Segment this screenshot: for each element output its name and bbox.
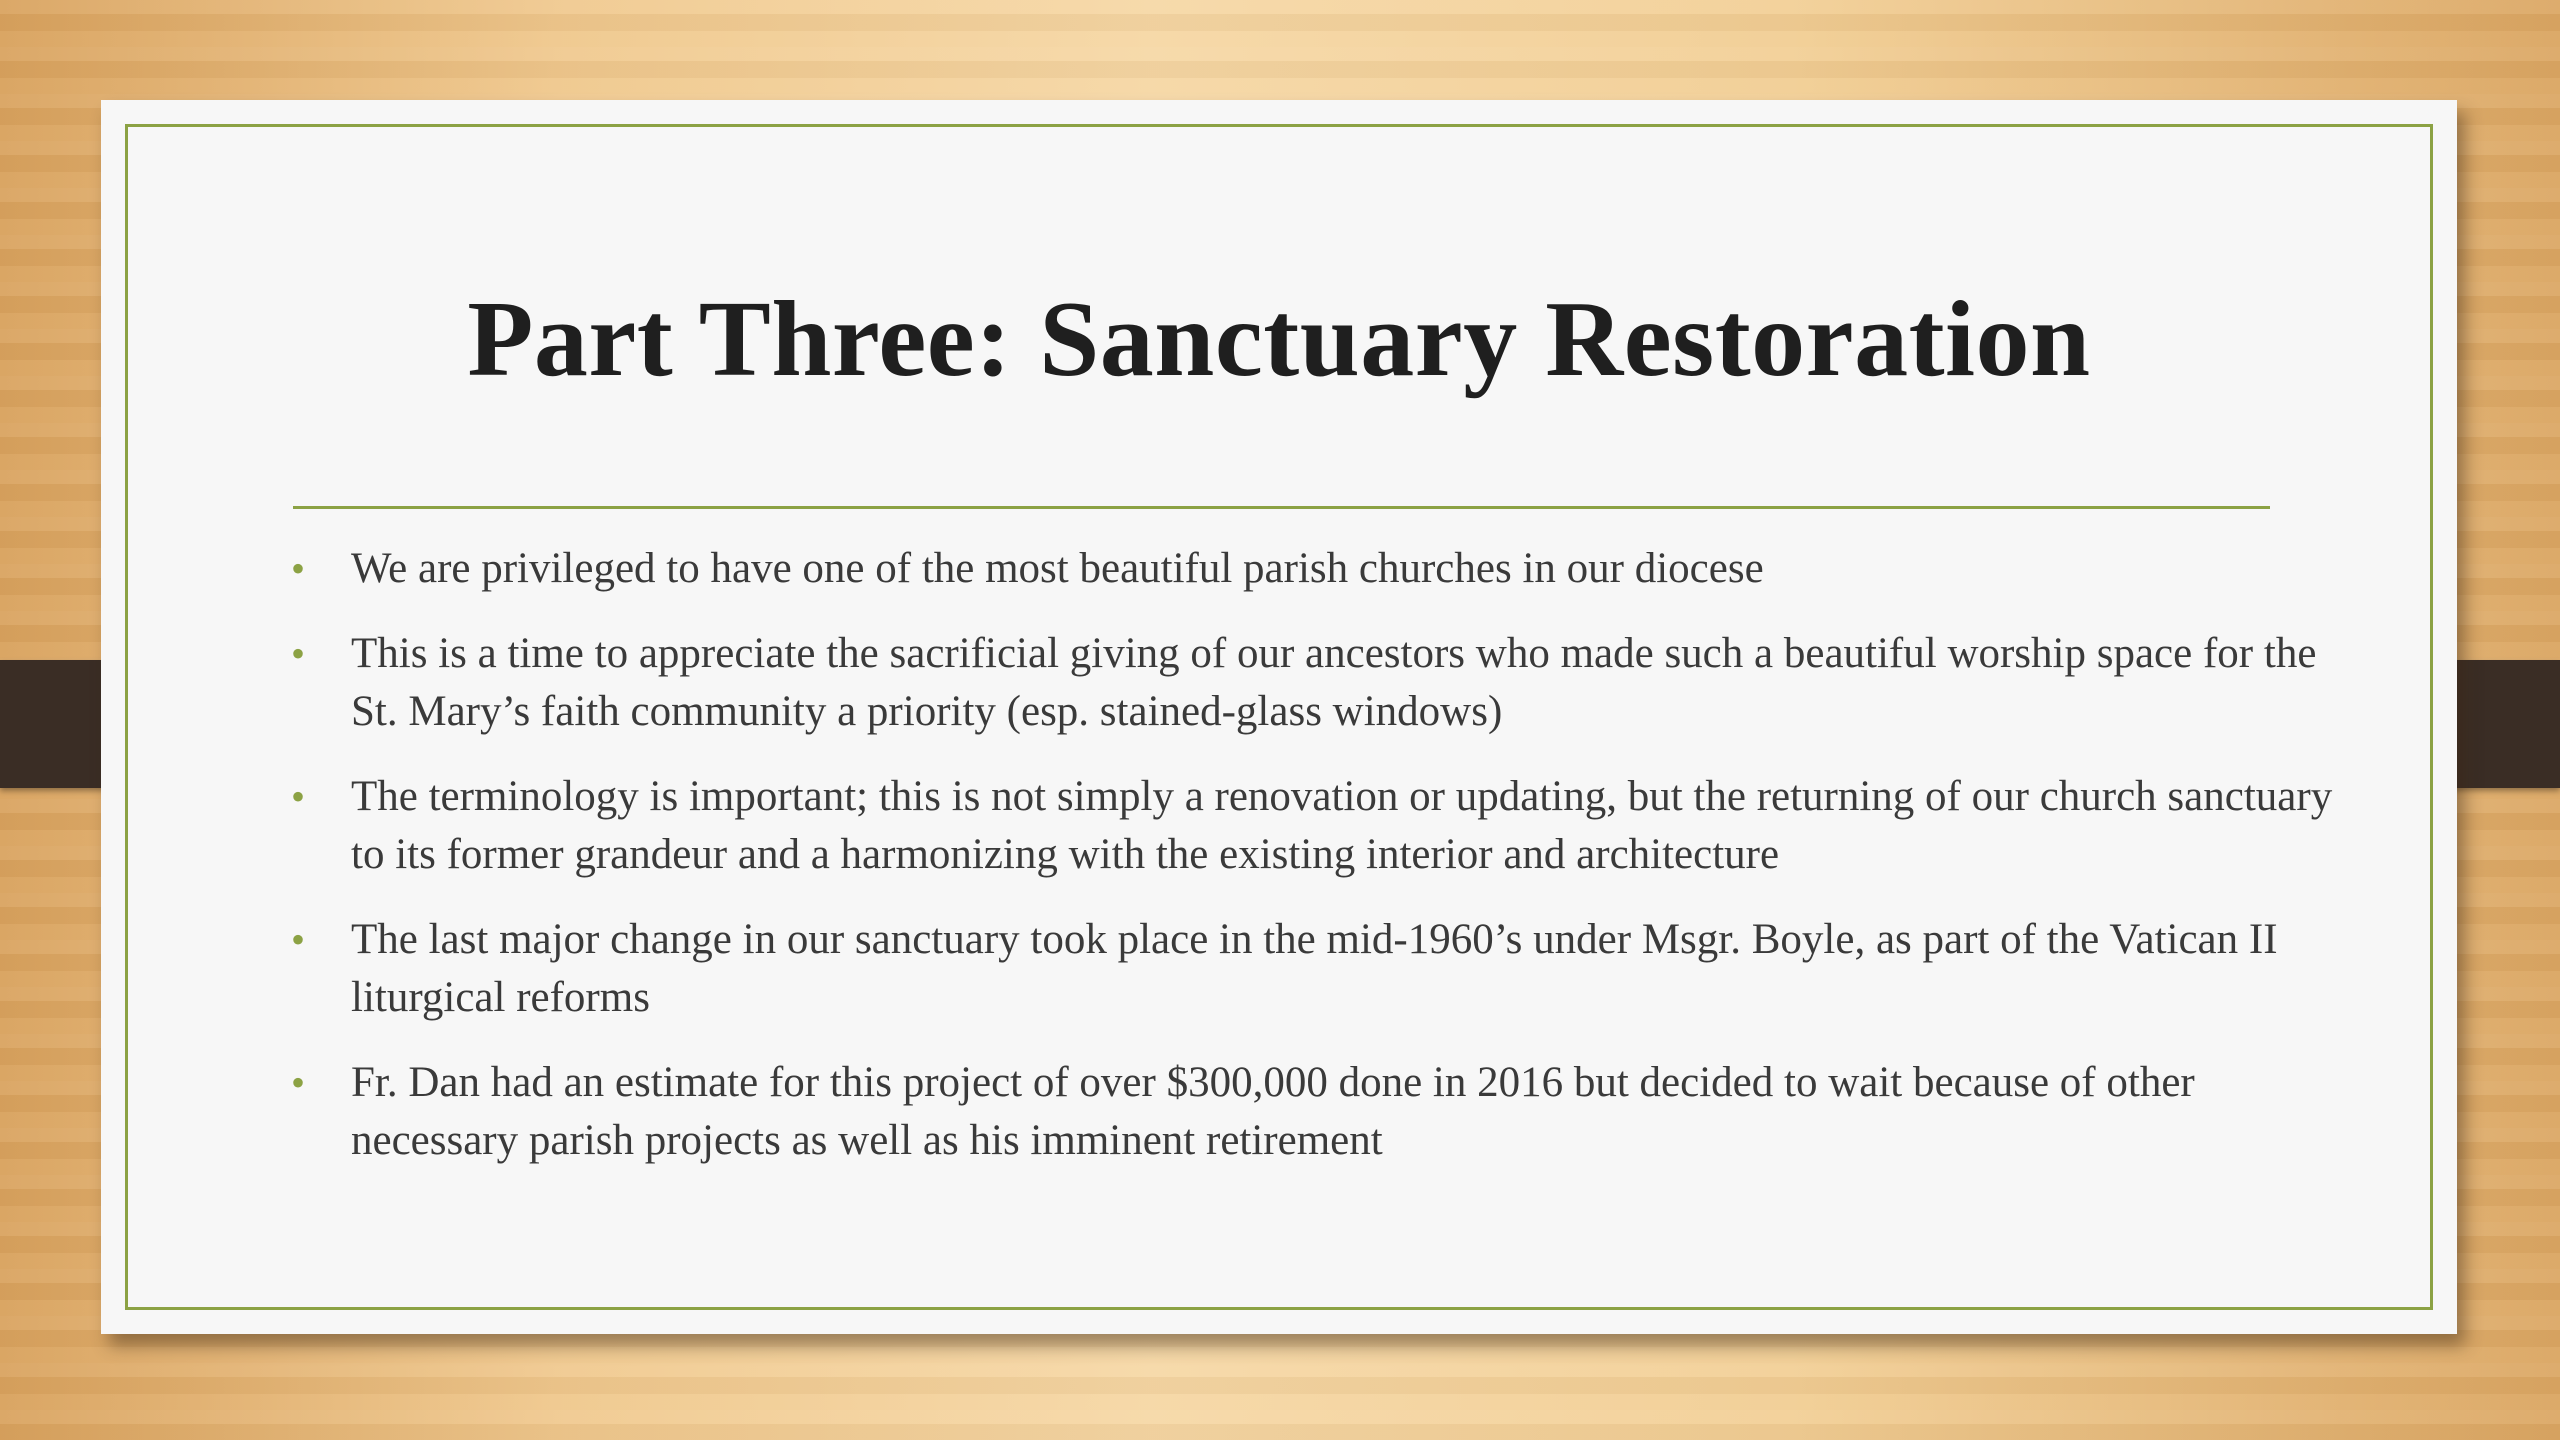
bullet-text: We are privileged to have one of the most beautiful parish churches in our diocese: [351, 545, 1764, 592]
slide-title: Part Three: Sanctuary Restoration: [467, 280, 2091, 399]
bullet-text: The last major change in our sanctuary took place in the mid-1960’s under Msgr. Boyle, as part of the Vatican II liturgical reforms: [351, 916, 2278, 1021]
bullet-item: [291, 768, 2351, 884]
title-divider: [293, 506, 2270, 509]
bullet-text: This is a time to appreciate the sacrificial giving of our ancestors who made such a beautiful worship space for the St. Mary’s faith community a priority (esp. stained-glass windows): [351, 630, 2317, 735]
bullet-dot-icon: •: [291, 1060, 306, 1105]
bullet-item: [291, 625, 2351, 741]
bullet-dot-icon: •: [291, 774, 306, 819]
bullet-item: [291, 540, 2351, 598]
bullet-dot-icon: •: [291, 917, 306, 962]
bullet-item: [291, 911, 2351, 1027]
bullet-item: [291, 1054, 2351, 1170]
bullet-text: The terminology is important; this is not simply a renovation or updating, but the returning of our church sanctuary to its former grandeur and a harmonizing with the existing interior and architecture: [351, 773, 2333, 878]
bullet-text: Fr. Dan had an estimate for this project of over $300,000 done in 2016 but decided to wait because of other necessary parish projects as well as his imminent retirement: [351, 1059, 2195, 1164]
bullet-dot-icon: •: [291, 546, 306, 591]
bullet-list: [291, 540, 2351, 1197]
bullet-dot-icon: •: [291, 631, 306, 676]
slide: [101, 100, 2457, 1334]
